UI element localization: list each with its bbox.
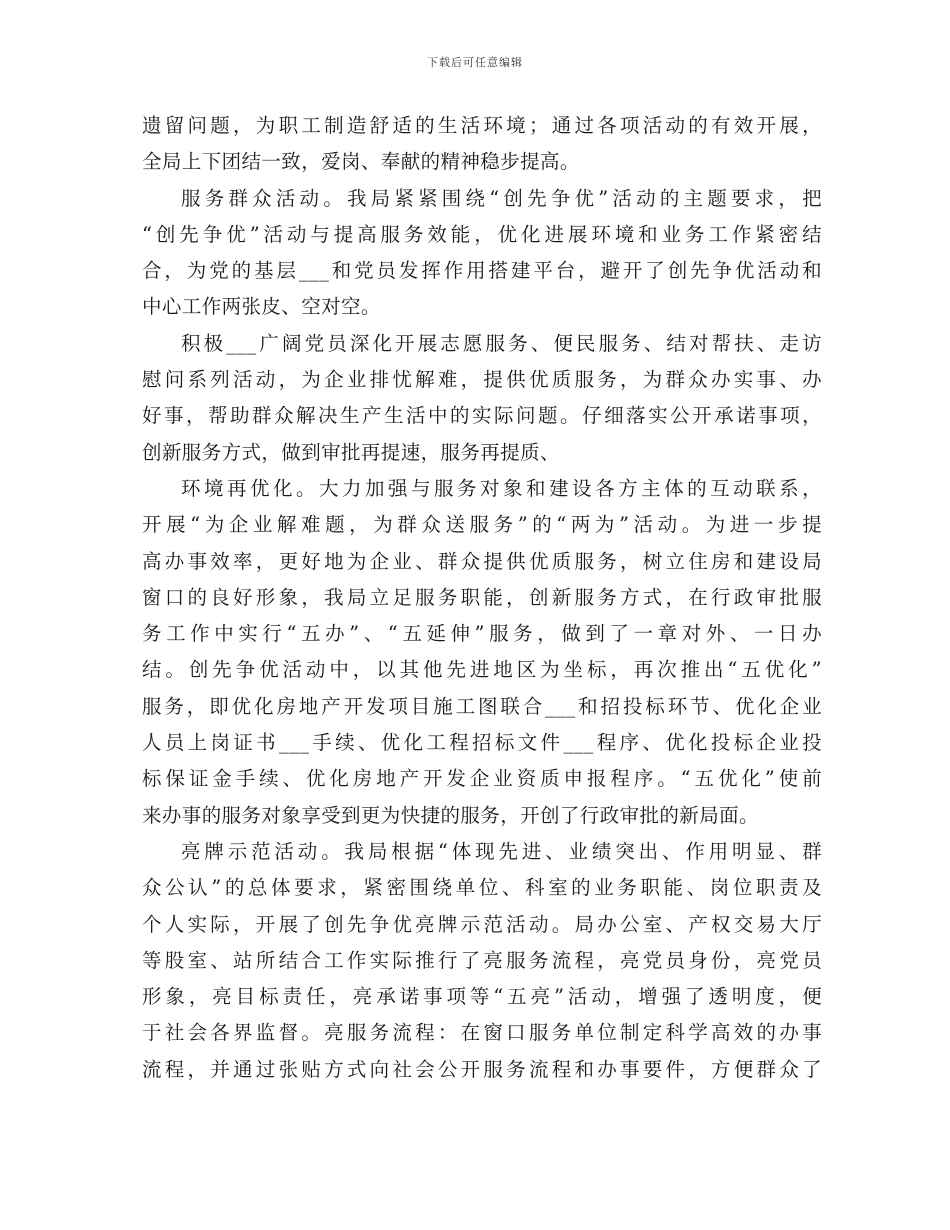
text-line: 积极___广阔党员深化开展志愿服务、便民服务、结对帮扶、走访 — [181, 331, 822, 355]
text-line: 标保证金手续、优化房地产开发企业资质申报程序。“五优化”使前 — [142, 767, 822, 791]
page-header: 下载后可任意编辑 — [427, 56, 523, 69]
text-line: 来办事的服务对象享受到更为快捷的服务，开创了行政审批的新局面。 — [142, 803, 759, 827]
text-line: 环境再优化。大力加强与服务对象和建设各方主体的互动联系， — [181, 476, 822, 500]
text-line: 中心工作两张皮、空对空。 — [142, 295, 381, 319]
text-line: 全局上下团结一致，爱岗、奉献的精神稳步提高。 — [142, 150, 580, 174]
text-line: 创新服务方式，做到审批再提速，服务再提质、 — [142, 440, 560, 464]
text-line: 等股室、站所结合工作实际推行了亮服务流程，亮党员身份，亮党员 — [142, 948, 822, 972]
text-line: 遗留问题，为职工制造舒适的生活环境；通过各项活动的有效开展， — [142, 114, 822, 137]
text-line: 于社会各界监督。亮服务流程：在窗口服务单位制定科学高效的办事 — [142, 1021, 822, 1045]
text-line: 亮牌示范活动。我局根据“体现先进、业绩突出、作用明显、群 — [181, 839, 822, 863]
text-line: 服务，即优化房地产开发项目施工图联合___和招投标环节、优化企业 — [142, 694, 822, 718]
text-line: 众公认”的总体要求，紧密围绕单位、科室的业务职能、岗位职责及 — [142, 876, 822, 900]
text-line: 务工作中实行“五办”、“五延伸”服务，做到了一章对外、一日办 — [142, 622, 822, 646]
text-line: 高办事效率，更好地为企业、群众提供优质服务，树立住房和建设局 — [142, 549, 822, 573]
text-line: 流程，并通过张贴方式向社会公开服务流程和办事要件，方便群众了 — [142, 1057, 822, 1081]
text-line: 慰问系列活动，为企业排忧解难，提供优质服务，为群众办实事、办 — [142, 368, 822, 392]
text-line: “创先争优”活动与提高服务效能，优化进展环境和业务工作紧密结 — [142, 222, 822, 246]
text-line: 开展“为企业解难题，为群众送服务”的“两为”活动。为进一步提 — [142, 513, 822, 537]
text-line: 人员上岗证书___手续、优化工程招标文件___程序、优化投标企业投 — [142, 731, 822, 755]
text-line: 服务群众活动。我局紧紧围绕“创先争优”活动的主题要求，把 — [181, 186, 822, 210]
text-line: 形象，亮目标责任，亮承诺事项等“五亮”活动，增强了透明度，便 — [142, 985, 822, 1009]
body-text — [142, 108, 822, 1088]
text-line: 结。创先争优活动中，以其他先进地区为坐标，再次推出“五优化” — [142, 658, 822, 682]
text-line: 个人实际，开展了创先争优亮牌示范活动。局办公室、产权交易大厅 — [142, 912, 822, 936]
text-line: 好事，帮助群众解决生产生活中的实际问题。仔细落实公开承诺事项， — [142, 404, 822, 428]
text-line: 窗口的良好形象，我局立足服务职能，创新服务方式，在行政审批服 — [142, 585, 822, 609]
text-line: 合，为党的基层___和党员发挥作用搭建平台，避开了创先争优活动和 — [142, 259, 822, 283]
